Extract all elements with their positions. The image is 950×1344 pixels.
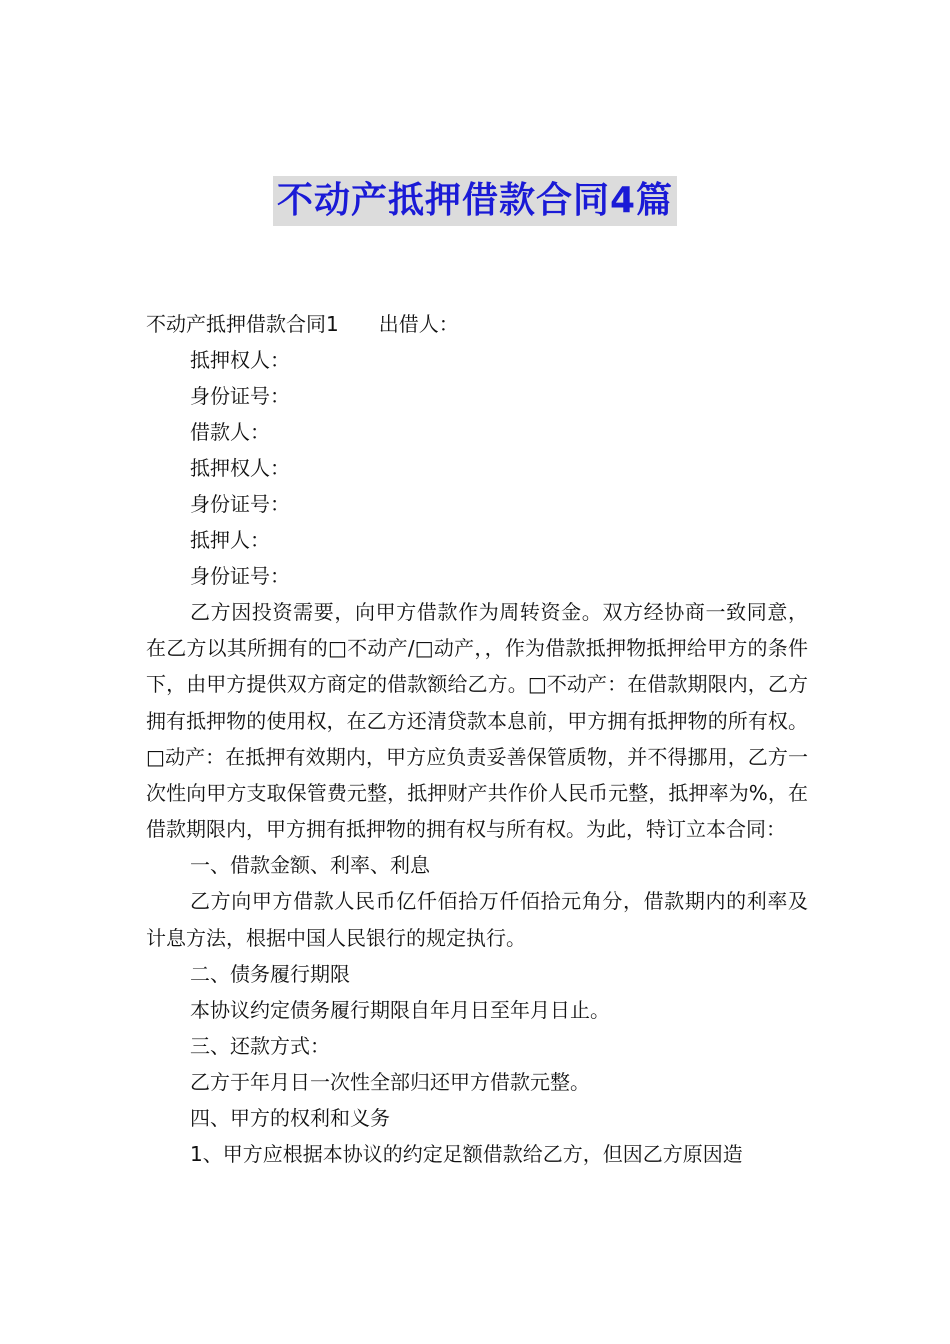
- section-text: 本协议约定债务履行期限自年月日至年月日止。: [190, 997, 610, 1022]
- field-id-number: 身份证号：: [190, 384, 290, 408]
- field-mortgagee: 抵押权人：: [190, 456, 290, 480]
- contract-heading-line: [146, 306, 808, 342]
- section-heading: 三、还款方式：: [190, 1033, 330, 1058]
- document-body: [146, 306, 808, 1172]
- section-heading: 一、借款金额、利率、利息: [190, 853, 430, 878]
- field-mortgagor: 抵押人：: [190, 528, 270, 552]
- intro-paragraph: 乙方因投资需要，向甲方借款作为周转资金。双方经协商一致同意，在乙方以其所拥有的□不动产/□动产，，作为借款抵押物抵押给甲方的条件下，由甲方提供双方商定的借款额给乙方。□不动产：在借款期限内，乙方拥有抵押物的使用权，在乙方还清贷款本息前，甲方拥有抵押物的所有权。□动产：在抵押有效期内，甲方应负责妥善保管质物，并不得挪用，乙方一次性向甲方支取保管费元整，抵押财产共作价人民币元整，抵押率为%，在借款期限内，甲方拥有抵押物的拥有权与所有权。为此，特订立本合同：: [146, 600, 808, 842]
- field-id-number: 身份证号：: [190, 492, 290, 516]
- field-borrower: 借款人：: [190, 420, 270, 444]
- section-text: 乙方于年月日一次性全部归还甲方借款元整。: [190, 1069, 590, 1094]
- section-heading: 四、甲方的权利和义务: [190, 1105, 390, 1130]
- field-mortgagee: 抵押权人：: [190, 348, 290, 372]
- lender-label: 出借人：: [378, 312, 459, 336]
- contract-heading: 不动产抵押借款合同1: [146, 312, 339, 336]
- title-container: [0, 176, 950, 226]
- field-id-number: 身份证号：: [190, 564, 290, 588]
- section-heading: 二、债务履行期限: [190, 961, 350, 986]
- section-text: 乙方向甲方借款人民币亿仟佰拾万仟佰拾元角分，借款期内的利率及计息方法，根据中国人民银行的规定执行。: [146, 889, 808, 950]
- section-text: 1、甲方应根据本协议的约定足额借款给乙方，但因乙方原因造: [190, 1141, 743, 1166]
- document-title: 不动产抵押借款合同4篇: [273, 176, 677, 226]
